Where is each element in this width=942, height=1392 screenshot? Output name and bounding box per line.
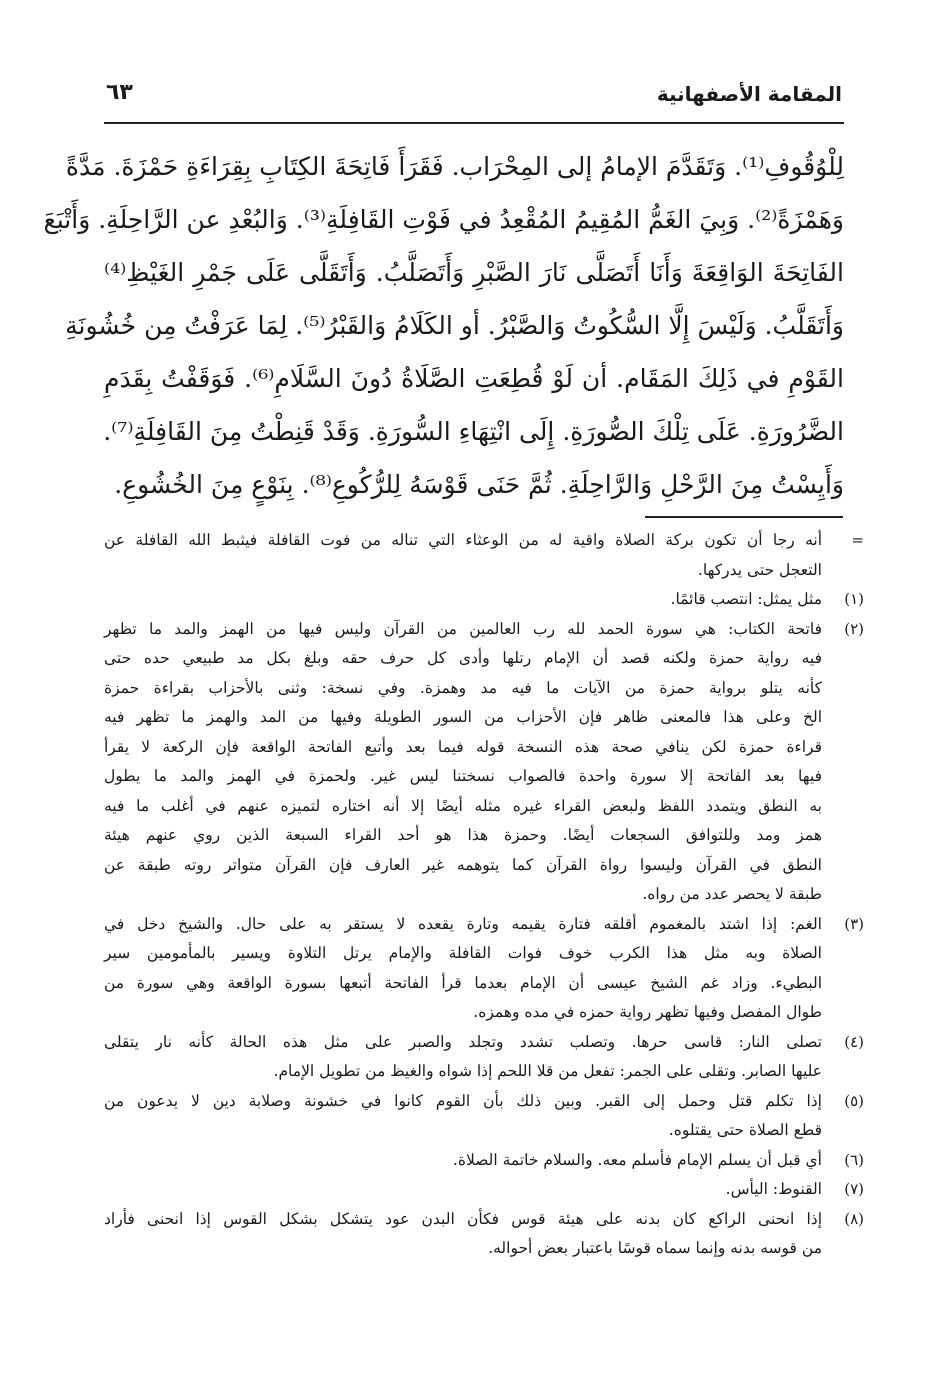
footnote-line: قطع الصلاة حتى يقتلوه. — [668, 1121, 822, 1139]
footnote-number: (٣) — [844, 914, 864, 933]
page-header — [106, 78, 842, 124]
footnote-line: النطق في القرآن وليسوا رواة القرآن كما يتوهمه غير العارف فإن القرآن متواتر روته طبقة عن — [104, 855, 822, 874]
footnote-line: فيها بعد الفاتحة إلا سورة واحدة فالصواب نسختنا ليس غير. ولحمزة في الهمز والمد ما يطول — [104, 767, 822, 785]
footnote-line: به النطق ويتمدد اللفظ ولبعض القراء غيره مثله أيضًا إلا أنه اختاره لتميزه عنهم في أغلب ما فيه — [104, 796, 822, 815]
footnote-number: (١) — [844, 590, 864, 608]
footnote-number: (٤) — [844, 1032, 864, 1051]
footnote-marker: = — [851, 531, 864, 549]
footnote-line: طبقة لا يحصر عدد من رواه. — [642, 885, 822, 903]
footnote-line: الغم: إذا اشتد بالمغموم أقلقه فتارة يقيمه وتارة يقعده لا يستقر به على حال. والشيخ دخل في — [104, 914, 822, 933]
footnote-divider — [645, 516, 843, 518]
footnote-number: (٨) — [844, 1209, 864, 1228]
footnote-line: طوال المفصل وفيها تظهر رواية حمزه في مده وهمزه. — [473, 1003, 822, 1021]
footnote-number: (٦) — [844, 1150, 864, 1169]
footnote-line: همز ومد وللتوافق السجعات أيضًا. وحمزة هذا هو أحد القراء السبعة الذين روي عنهم هيئة — [104, 826, 822, 844]
footnote-line: فيه رواية حمزة ولكنه قصد أن الإمام رتلها وأدى كل حرف حقه وبلغ بكل مد طبيعي حده حتى — [104, 649, 822, 667]
footnote-7 — [104, 1175, 864, 1205]
footnote-number: (٢) — [844, 619, 864, 638]
footnote-line: القنوط: اليأس. — [725, 1180, 822, 1198]
footnote-line: أي قبل أن يسلم الإمام فأسلم معه. والسلام خاتمة الصلاة. — [452, 1150, 822, 1169]
footnote-line: كأنه يتلو برواية حمزة من الآيات ما فيه مد وهمزة. وفي نسخة: وثنى بالأحزاب بقراءة حمزة — [104, 678, 822, 697]
footnote-number: (٧) — [844, 1180, 864, 1198]
footnote-1 — [104, 585, 864, 615]
footnote-4 — [104, 1028, 864, 1087]
footnote-number: (٥) — [844, 1091, 864, 1110]
main-text-line: لِلْوُقُوفِ⁽¹⁾. وَتَقَدَّمَ الإمامُ إلى المِحْرَاب. فَقَرَأَ فَاتِحَةَ الكِتَابِ بِقِرَاءَةِ حَمْزَةَ. مَدَّةً — [65, 152, 844, 181]
main-text-line: الفَاتِحَةَ الوَاقِعَةَ وَأَنَا أَتَصَلَّى نَارَ الصَّبْرِ وَأَتَصَلَّبُ. وَأَتَقَلَّى عَلَى جَمْرِ الغَيْظِ⁽⁴⁾ — [104, 258, 844, 287]
footnote-line: عليها الصابر. وتقلى على الجمر: تفعل من قلا اللحم إذا شواه والغيظ من تطويل الإمام. — [273, 1062, 822, 1080]
main-text-line: وَأَتَقَلَّبُ. وَلَيْسَ إِلَّا السُّكُوتُ وَالصَّبْرُ. أو الكَلَامُ وَالقَبْرُ⁽⁵⁾. لِمَا عَرَفْتُ مِن خُشُونَةِ — [65, 311, 844, 340]
main-text — [43, 140, 844, 511]
footnote-line: إذا انحنى الراكع كان بدنه على هيئة قوس فكأن البدن عود يتشكل بشكل القوس إذا انحنى فأراد — [104, 1209, 822, 1228]
footnote-line: قراءة حمزة لكن ينافي صحة هذه النسخة قوله فيما بعد وأتبع الفاتحة الواقعة فإن الركعة لا يقرأ — [104, 737, 822, 756]
footnote-line: التعجل حتى يدركها. — [697, 560, 822, 579]
footnote-continuation — [104, 526, 864, 585]
page-number: ٦٣ — [106, 80, 133, 105]
main-text-line: وَأَيِسْتُ مِنَ الرَّحْلِ وَالرَّاحِلَةِ. ثُمَّ حَنَى قَوْسَهُ لِلرُّكُوعِ⁽⁸⁾. بِنَوْعٍ مِنَ الخُشُوعِ. — [114, 470, 844, 499]
footnote-line: فاتحة الكتاب: هي سورة الحمد لله رب العالمين من القرآن وليس فيها من الهمز والمد ما تظهر — [104, 619, 822, 638]
footnote-2 — [104, 615, 864, 910]
footnote-8 — [104, 1205, 864, 1264]
footnote-line: البطيء. وزاد غم الشيخ عيسى أن الإمام بعدما قرأ الفاتحة أتبعها بسورة الواقعة وهي سورة من — [104, 973, 822, 992]
footnote-line: تصلى النار: قاسى حرها. وتصلب تشدد وتجلد والصبر على مثل هذه الحالة كأنه نار يتقلى — [104, 1032, 822, 1051]
footnotes — [104, 526, 864, 1264]
footnote-line: إذا تكلم قتل وحمل إلى القبر. وبين ذلك بأن القوم كانوا في خشونة وصلابة دين لا يدعون من — [104, 1091, 822, 1110]
main-text-line: الضَّرُورَةِ. عَلَى تِلْكَ الصُّورَةِ. إِلَى انْتِهَاءِ السُّورَةِ. وَقَدْ قَنِطْتُ مِنَ القَافِلَةِ⁽⁷⁾. — [103, 417, 844, 446]
book-title: المقامة الأصفهانية — [656, 82, 842, 106]
footnote-line: أنه رجا أن تكون بركة الصلاة واقية له من الوعثاء التي تناله من فوت القافلة فيثبط الله القافلة عن — [104, 531, 822, 549]
main-text-line: وَهَمْزَةً⁽²⁾. وَبِيَ الغَمُّ المُقِيمُ المُقْعِدُ في فَوْتِ القَافِلَةِ⁽³⁾. وَالبُعْدِ عن الرَّاحِلَةِ. وَأَتْبَعَ — [43, 205, 844, 234]
footnote-line: مثل يمثل: انتصب قائمًا. — [670, 590, 822, 608]
footnote-3 — [104, 910, 864, 1028]
footnote-line: الخ وعلى هذا فالمعنى ظاهر فإن الأحزاب من السور الطويلة وفيها من المد والهمز ما تظهر فيه — [104, 708, 822, 726]
footnote-6 — [104, 1146, 864, 1176]
footnote-line: الصلاة وبه مثل هذا الكرب خوف فوات القافلة والإمام يرتل التلاوة ويسير بالمأمومين سير — [104, 944, 822, 962]
footnote-5 — [104, 1087, 864, 1146]
footnote-line: من قوسه بدنه وإنما سماه قوسًا باعتبار بعض أحواله. — [488, 1239, 822, 1257]
main-text-line: القَوْمِ في ذَلِكَ المَقَام. أن لَوْ قُطِعَتِ الصَّلَاةُ دُونَ السَّلَامِ⁽⁶⁾. فَوَقَفْتُ بِقَدَمِ — [104, 364, 844, 393]
header-divider — [104, 122, 844, 124]
